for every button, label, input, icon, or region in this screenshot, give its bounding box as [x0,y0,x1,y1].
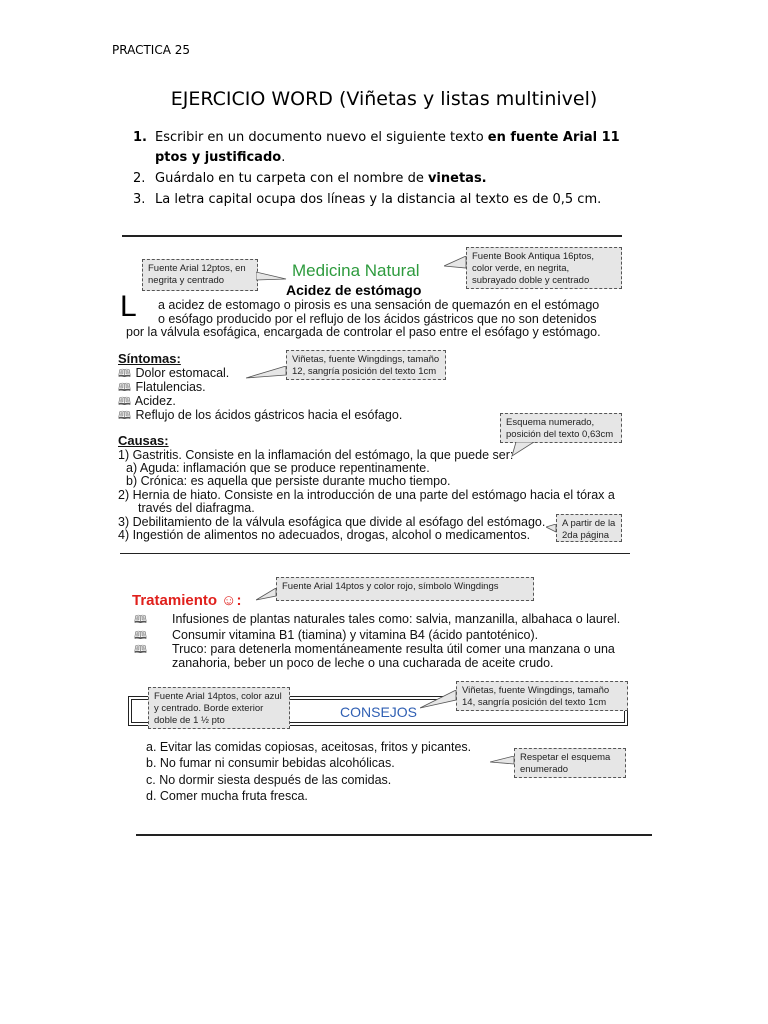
causas-line: través del diafragma. [138,501,255,515]
drop-cap: L [120,290,137,323]
instruction-text-end: . [281,150,286,165]
callout-segunda-pagina: A partir de la 2da página [556,514,622,542]
callout-book-antiqua: Fuente Book Antiqua 16ptos, color verde, en negrita, subrayado doble y centrado [466,247,622,289]
sintomas-item: 🕮 Reflujo de los ácidos gástricos hacia el esófago. [118,408,403,422]
sintomas-item: 🕮 Dolor estomacal. [118,366,230,380]
book-bullet-icon: 🕮 [118,368,131,380]
example-subtitle: Acidez de estómago [286,282,422,298]
causas-line: a) Aguda: inflamación que se produce repentinamente. [126,461,430,475]
instruction-1 [133,128,653,168]
causas-line: 2) Hernia de hiato. Consiste en la introducción de una parte del estómago hacia el tórax a [118,488,615,502]
consejos-item: c. No dormir siesta después de las comidas. [146,773,392,787]
instruction-3 [133,190,653,210]
book-bullet-icon: 🕮 [118,382,131,394]
callout-pointer [444,256,468,270]
causas-line: 3) Debilitamiento de la válvula esofágica que divide al esófago del estómago. [118,515,546,529]
divider-bottom [136,834,652,836]
callout-esquema: Esquema numerado, posición del texto 0,63cm [500,413,622,443]
instruction-emphasis: en fuente Arial 11 ptos y justificado [155,130,620,165]
book-bullet-icon: 🕮 [134,644,147,656]
callout-arial12: Fuente Arial 12ptos, en negrita y centrado [142,259,258,291]
instruction-emphasis: vinetas. [427,171,487,186]
consejos-item: b. No fumar ni consumir bebidas alcohólicas. [146,756,395,770]
page-label: PRACTICA 25 [112,43,191,57]
consejos-item: d. Comer mucha fruta fresca. [146,789,308,803]
tratamiento-item: 🕮 Truco: para detenerla momentáneamente resulta útil comer una manzana o una [134,642,615,656]
sintomas-header: Síntomas: [118,351,181,366]
sintomas-item: 🕮 Acidez. [118,394,176,408]
divider-middle [120,553,630,554]
consejos-item: a. Evitar las comidas copiosas, aceitosas, fritos y picantes. [146,740,472,754]
book-bullet-icon: 🕮 [118,396,131,408]
callout-pointer [256,270,288,282]
page-title: EJERCICIO WORD (Viñetas y listas multinivel) [170,88,598,110]
instruction-number: 1. [133,130,147,145]
tratamiento-item: 🕮 Infusiones de plantas naturales tales como: salvia, manzanilla, albahaca o laurel. [134,612,621,626]
example-title: Medicina Natural [292,261,420,280]
instruction-text: Escribir en un documento nuevo el siguiente texto [155,130,488,145]
instruction-number: 3. [133,192,146,207]
callout-pointer [546,524,558,534]
intro-line: o esófago producido por el reflujo de los ácidos gástricos que no son detenidos [158,312,597,326]
tratamiento-item: 🕮 Consumir vitamina B1 (tiamina) y vitamina B4 (ácido pantoténico). [134,628,539,642]
instruction-number: 2. [133,171,146,186]
callout-arial14-azul: Fuente Arial 14ptos, color azul y centrado. Borde exterior doble de 1 ½ pto [148,687,290,729]
causas-line: 4) Ingestión de alimentos no adecuados, drogas, alcohol o medicamentos. [118,528,531,542]
callout-pointer [490,756,516,768]
causas-line: 1) Gastritis. Consiste en la inflamación del estómago, la que puede ser: [118,448,514,462]
callout-pointer [246,366,288,380]
callout-arial14-rojo: Fuente Arial 14ptos y color rojo, símbolo Wingdings [276,577,534,601]
causas-header: Causas: [118,433,169,448]
sintomas-item: 🕮 Flatulencias. [118,380,206,394]
callout-pointer [510,442,540,458]
callout-wingdings14: Viñetas, fuente Wingdings, tamaño 14, sangría posición del texto 1cm [456,681,628,711]
book-bullet-icon: 🕮 [118,410,131,422]
book-bullet-icon: 🕮 [134,614,147,626]
divider-top [122,235,622,237]
intro-line: a acidez de estomago o pirosis es una sensación de quemazón en el estómago [158,298,600,312]
consejos-header: CONSEJOS [340,704,418,720]
tratamiento-header: Tratamiento ☺: [132,592,242,609]
instruction-2 [133,169,653,189]
causas-line: b) Crónica: es aquella que persiste durante mucho tiempo. [126,474,451,488]
book-bullet-icon: 🕮 [134,630,147,642]
callout-wingdings12: Viñetas, fuente Wingdings, tamaño 12, sangría posición del texto 1cm [286,350,446,380]
instruction-text: Guárdalo en tu carpeta con el nombre de [155,171,428,186]
tratamiento-line: zanahoria, beber un poco de leche o una cucharada de aceite crudo. [172,656,554,670]
callout-pointer [420,690,458,710]
callout-respetar: Respetar el esquema enumerado [514,748,626,778]
intro-line: por la válvula esofágica, encargada de controlar el paso entre el esófago y estómago. [126,325,601,339]
callout-pointer [256,588,278,602]
instruction-text: La letra capital ocupa dos líneas y la distancia al texto es de 0,5 cm. [155,192,602,207]
